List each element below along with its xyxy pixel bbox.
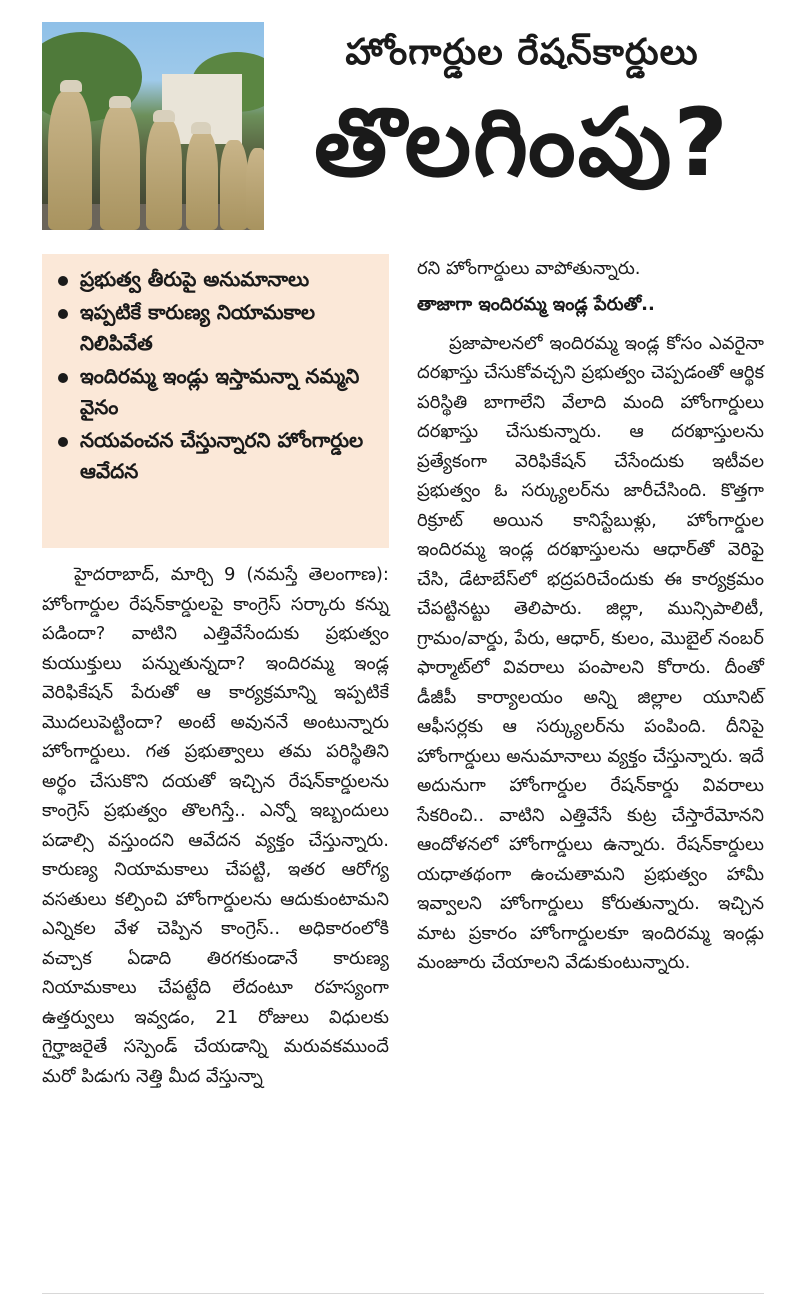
officer-cap: [60, 80, 82, 92]
home-guards-photo: [42, 22, 264, 230]
bottom-rule: [42, 1293, 764, 1294]
headline-block: [264, 22, 764, 234]
bullet-icon: [58, 437, 68, 447]
bullet-icon: [58, 309, 68, 319]
officer-figure: [186, 130, 218, 230]
bullet-icon: [58, 373, 68, 383]
officer-cap: [153, 110, 175, 122]
body-paragraph-1-end: రని హోంగార్డులు వాపోతున్నారు.: [417, 258, 641, 279]
officer-figure: [100, 104, 140, 230]
highlight-text: ఇప్పటికే కారుణ్య నియామకాల నిలిపివేత: [80, 300, 316, 355]
subheading: తాజాగా ఇందిరమ్మ ఇండ్ల పేరుతో..: [417, 293, 655, 315]
officer-cap: [109, 96, 131, 108]
highlight-item: [56, 425, 377, 487]
officer-figure: [146, 118, 182, 230]
body-paragraph-2: ప్రజాపాలనలో ఇందిరమ్మ ఇండ్ల కోసం ఎవరైనా దరఖాస్తు చేసుకోవచ్చని ప్రభుత్వం చెప్పడంతో ఆర్థిక పరిస్థితి బాగాలేని వేలాది మంది హోంగార్డులు దరఖాస్తు చేసుకున్నారు. ఆ దరఖాస్తులను ప్రత్యేకంగా వెరిఫికేషన్‌ చేసేందుకు ఇటీవల ప్రభుత్వం ఓ సర్క్యులర్‌ను జారీచేసింది. కొత్తగా రిక్రూట్‌ అయిన కానిస్టేబుళ్లు, హోంగార్డుల ఇందిరమ్మ ఇండ్ల దరఖాస్తులను ఆధార్‌తో వెరిఫై చేసి, డేటాబేస్‌లో భద్రపరిచేందుకు ఈ కార్యక్రమం చేపట్టినట్టు తెలిపారు. జిల్లా, మున్సిపాలిటీ, గ్రామం/వార్డు, పేరు, ఆధార్‌, కులం, మొబైల్‌ నంబర్‌ ఫార్మాట్‌లో వివరాలు పంపాలని కోరారు. దీంతో డీజీపీ కార్యాలయం అన్ని జిల్లాల యూనిట్‌ ఆఫీసర్లకు ఆ సర్క్యులర్‌ను పంపింది. దీనిపై హోంగార్డులు అనుమానాలు వ్యక్తం చేస్తున్నారు. ఇదే అదునుగా హోంగార్డుల రేషన్‌కార్డు వివరాలు సేకరించి.. వాటిని ఎత్తివేసే కుట్ర చేస్తారేమోనని ఆందోళనలో హోంగార్డులు ఉన్నారు. రేషన్‌కార్డులు యధాతథంగా ఉంచుతామని ప్రభుత్వం హామీ ఇవ్వాలని హోంగార్డులు కోరుతున్నారు. ఇచ్చిన మాట ప్రకారం హోంగార్డులకూ ఇందిరమ్మ ఇండ్లు మంజూరు చేయాలని వేడుకుంటున్నారు.: [417, 332, 764, 973]
headline-kicker: హోంగార్డుల రేషన్‌కార్డులు: [345, 32, 699, 73]
article-header: [42, 22, 764, 234]
highlight-item: [56, 264, 377, 295]
body-paragraph-1: హైదరాబాద్‌, మార్చి 9 (నమస్తే తెలంగాణ): హోంగార్డుల రేషన్‌కార్డులపై కాంగ్రెస్‌ సర్కారు కన్ను పడిందా? వాటిని ఎత్తివేసేందుకు ప్రభుత్వం కుయుక్తులు పన్నుతున్నదా? ఇందిరమ్మ ఇండ్ల వెరిఫికేషన్‌ పేరుతో ఆ కార్యక్రమాన్ని ఇప్పటికే మొదలుపెట్టిందా? అంటే అవుననే అంటున్నారు హోంగార్డులు. గత ప్రభుత్వాలు తమ పరిస్థితిని అర్థం చేసుకొని దయతో ఇచ్చిన రేషన్‌కార్డులను కాంగ్రెస్‌ ప్రభుత్వం తొలగిస్తే.. ఎన్నో ఇబ్బందులు పడాల్సి వస్తుందని ఆవేదన వ్యక్తం చేస్తున్నారు. కారుణ్య నియామకాలు చేపట్టి, ఇతర ఆరోగ్య వసతులు కల్పించి హోంగార్డులను ఆదుకుంటామని ఎన్నికల వేళ చెప్పిన కాంగ్రెస్‌.. అధికారంలోకి వచ్చాక ఏడాది తిరగకుండానే కారుణ్య నియామకాలు చేపట్టేది లేదంటూ రహస్యంగా ఉత్తర్వులు ఇవ్వడం, 21 రోజులు విధులకు గైర్హాజరైతే సస్పెండ్‌ చేయడాన్ని మరువకముందే మరో పిడుగు నెత్తి మీద వేస్తున్నా: [42, 564, 389, 1087]
bullet-icon: [58, 276, 68, 286]
highlight-item: [56, 297, 377, 359]
officer-figure: [48, 90, 92, 230]
right-column: [417, 254, 764, 1091]
left-column: [42, 254, 389, 1091]
officer-figure: [220, 140, 248, 230]
headline-title: తొలగింపు?: [314, 89, 730, 198]
highlight-text: ఇందిరమ్మ ఇండ్లు ఇస్తామన్నా నమ్మని వైనం: [80, 364, 360, 419]
highlight-item: [56, 361, 377, 423]
highlights-list: [56, 264, 377, 487]
highlight-text: ప్రభుత్వ తీరుపై అనుమానాలు: [80, 267, 310, 291]
officer-figure: [246, 148, 264, 230]
highlights-box: [42, 254, 389, 548]
highlight-text: నయవంచన చేస్తున్నారని హోంగార్డుల ఆవేదన: [80, 428, 364, 483]
officer-cap: [191, 122, 211, 134]
article-columns: [42, 254, 764, 1091]
